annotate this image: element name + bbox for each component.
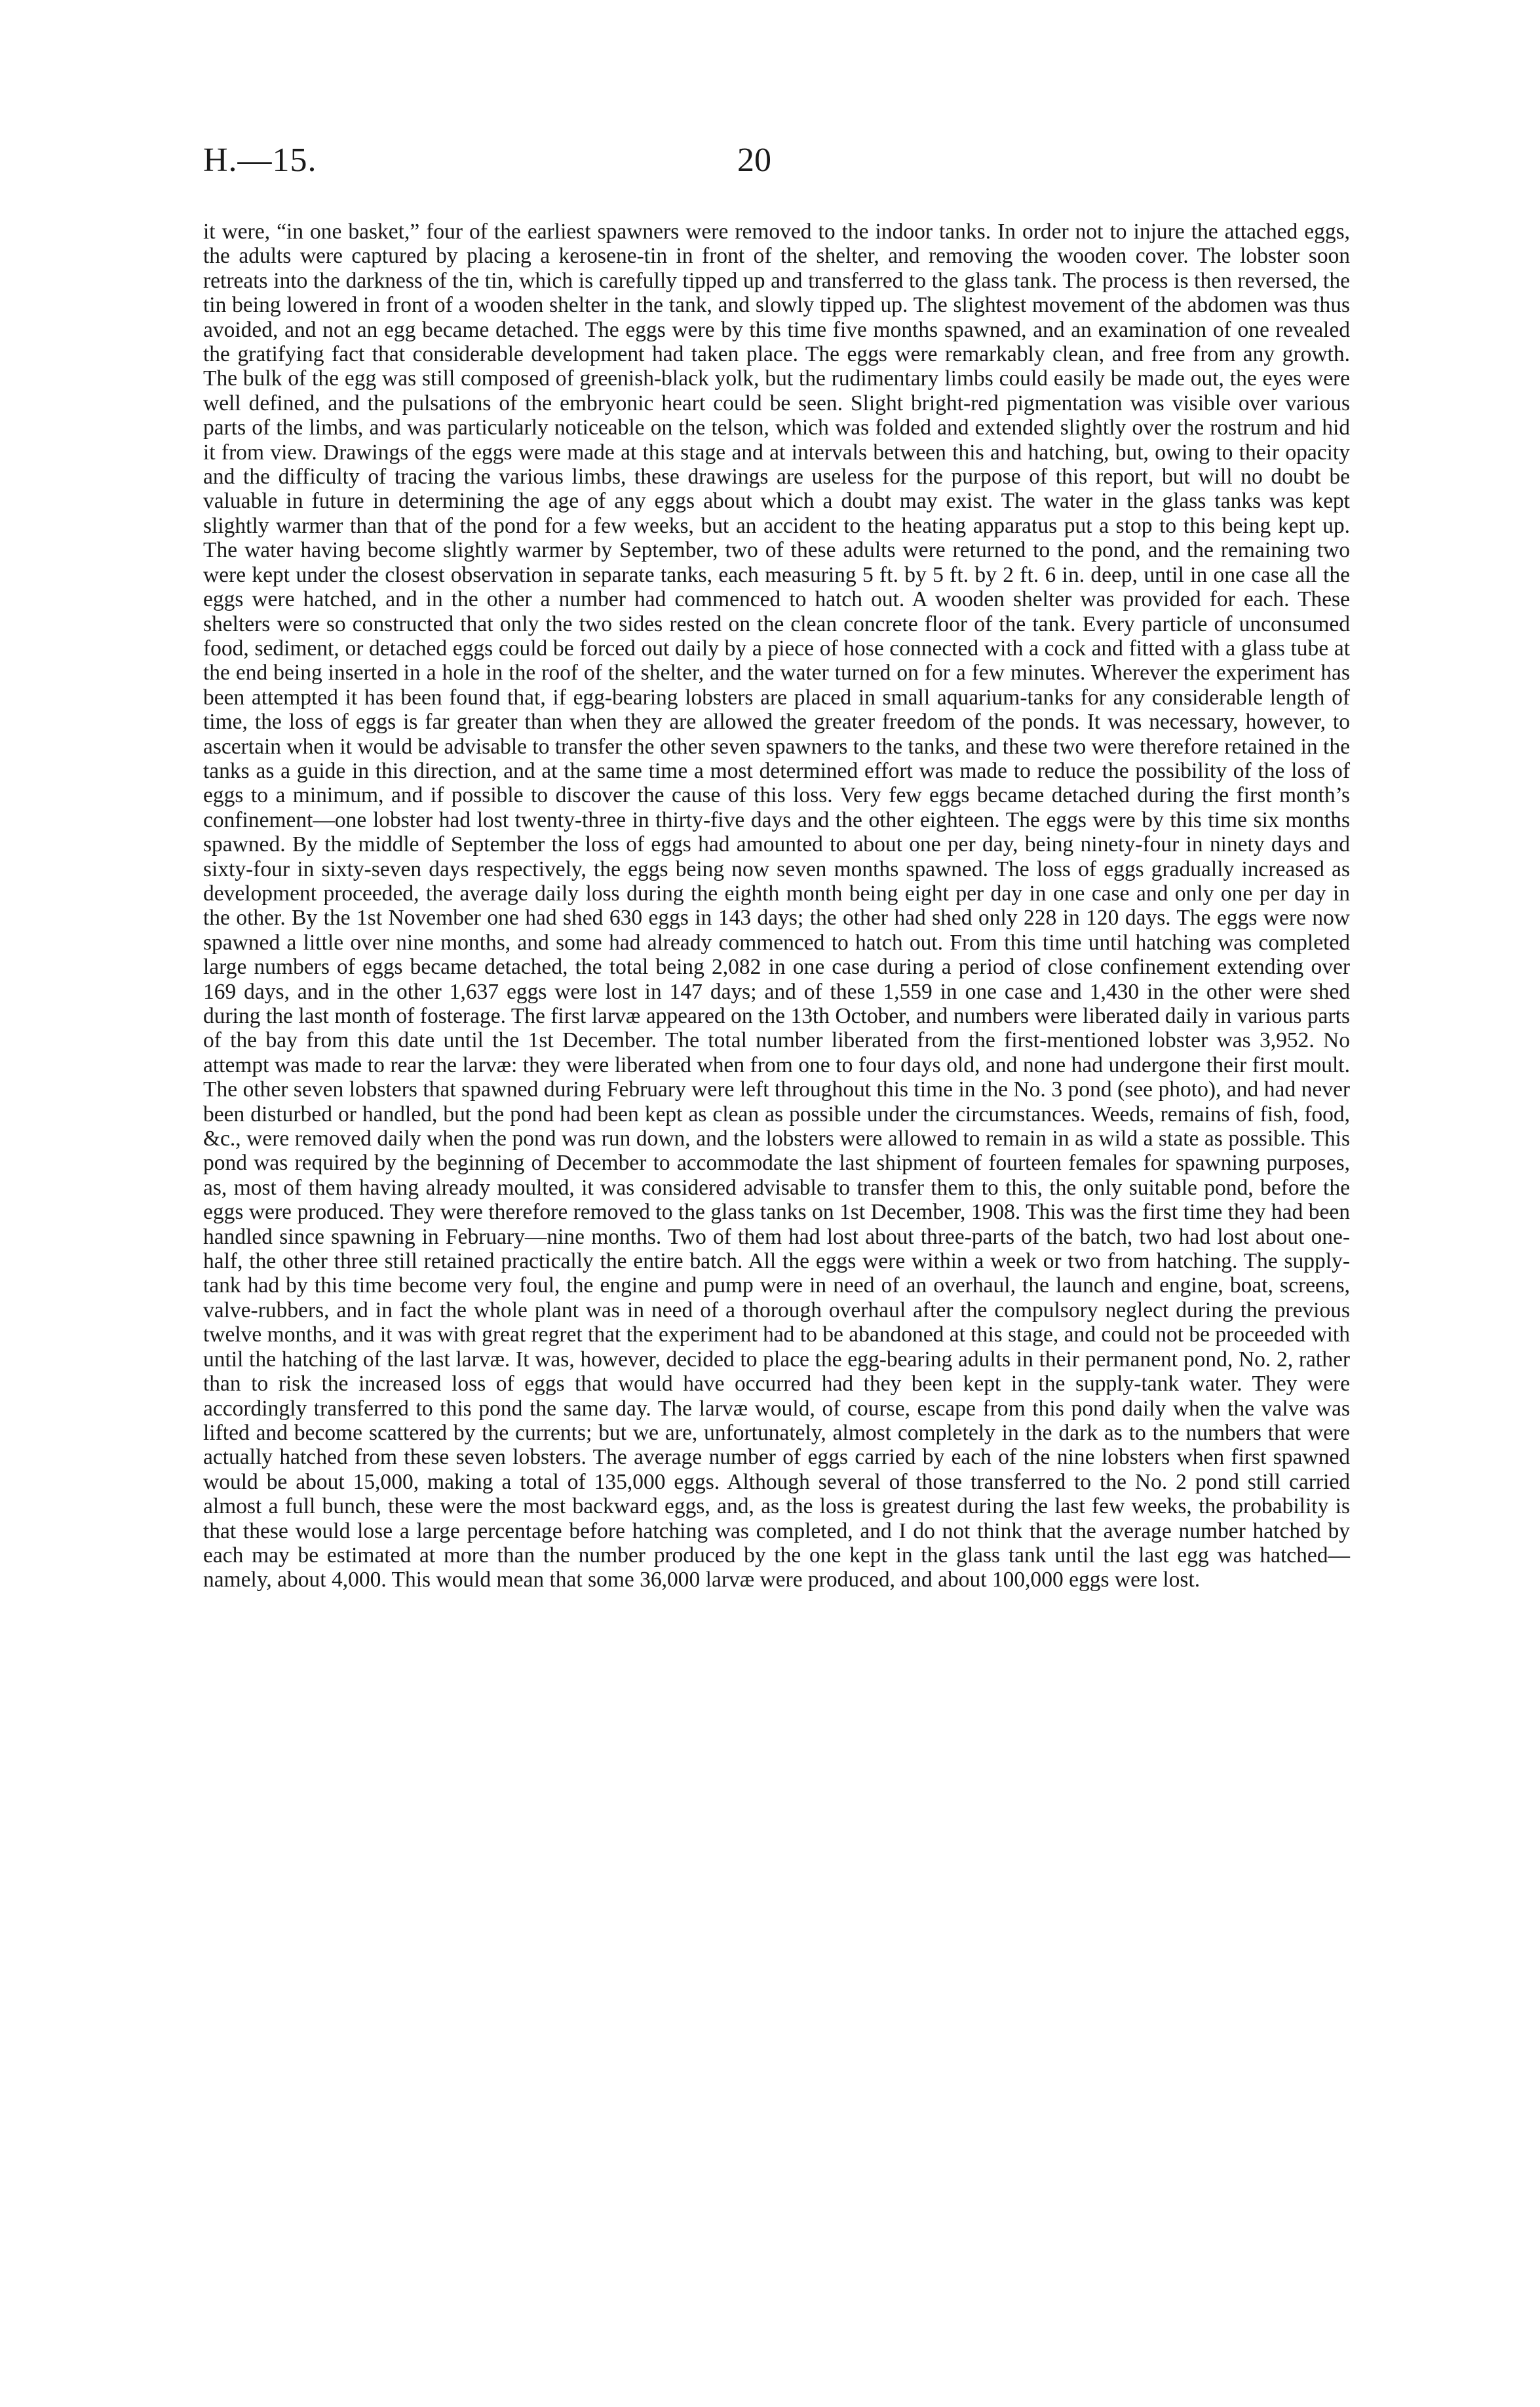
page-number: 20 [737,142,771,179]
paragraph: it were, “in one basket,” four of the earliest spawners were removed to the indoor tanks. In order not to injure the attached eggs, the adults were captured by placing a kerosene-tin in front of the shelter, and removing the wooden cover. The lobster soon retreats into the darkness of the tin, which is carefully tipped up and transferred to the glass tank. The process is then reversed, the tin being lowered in front of a wooden shelter in the tank, and slowly tipped up. The slightest movement of the abdomen was thus avoided, and not an egg became detached. The eggs were by this time five months spawned, and an examination of one revealed the gratifying fact that considerable development had taken place. The eggs were remarkably clean, and free from any growth. The bulk of the egg was still composed of greenish-black yolk, but the rudimentary limbs could easily be made out, the eyes were well defined, and the pulsations of the embryonic heart could be seen. Slight bright-red pigmentation was visible over various parts of the limbs, and was particularly noticeable on the telson, which was folded and extended slightly over the rostrum and hid it from view. Drawings of the eggs were made at this stage and at intervals between this and hatching, but, owing to their opacity and the difficulty of tracing the various limbs, these drawings are useless for the purpose of this report, but will no doubt be valuable in future in determining the age of any eggs about which a doubt may exist. The water in the glass tanks was kept slightly warmer than that of the pond for a few weeks, but an accident to the heating apparatus put a stop to this being kept up. The water having become slightly warmer by September, two of these adults were returned to the pond, and the remaining two were kept under the closest observation in separate tanks, each measuring 5 ft. by 5 ft. by 2 ft. 6 in. deep, until in one case all the eggs were hatched, and in the other a number had commenced to hatch out. A wooden shelter was provided for each. These shelters were so constructed that only the two sides rested on the clean concrete floor of the tank. Every particle of unconsumed food, sediment, or detached eggs could be forced out daily by a piece of hose connected with a cock and fitted with a glass tube at the end being inserted in a hole in the roof of the shelter, and the water turned on for a few minutes. Wherever the experiment has been attempted it has been found that, if egg-bearing lobsters are placed in small aquarium-tanks for any considerable length of time, the loss of eggs is far greater than when they are allowed the greater freedom of the ponds. It was necessary, however, to ascertain when it would be advisable to transfer the other seven spawners to the tanks, and these two were therefore retained in the tanks as a guide in this direction, and at the same time a most determined effort was made to reduce the possibility of the loss of eggs to a minimum, and if possible to discover the cause of this loss. Very few eggs became detached during the first month’s confinement—one lobster had lost twenty-three in thirty-five days and the other eighteen. The eggs were by this time six months spawned. By the middle of September the loss of eggs had amounted to about one per day, being ninety-four in ninety days and sixty-four in sixty-seven days respectively, the eggs being now seven months spawned. The loss of eggs gradually increased as development proceeded, the average daily loss during the eighth month being eight per day in one case and only one per day in the other. By the 1st November one had shed 630 eggs in 143 days; the other had shed only 228 in 120 days. The eggs were now spawned a little over nine months, and some had already commenced to hatch out. From this time until hatching was completed large numbers of eggs became detached, the total being 2,082 in one case during a period of close confinement extending over 169 days, and in the other 1,637 eggs were lost in 147 days; and of these 1,559 in one case and 1,430 in the other were shed during the last month of fosterage. The first larvæ appeared on the 13th October, and numbers were liberated daily in various parts of the bay from this date until the 1st December. The total number liberated from the first-mentioned lobster was 3,952. No attempt was made to rear the larvæ: they were liberated when from one to four days old, and none had undergone their first moult. The other seven lobsters that spawned during February were left throughout this time in the No. 3 pond (see photo), and had never been disturbed or handled, but the pond had been kept as clean as possible under the circumstances. Weeds, remains of fish, food, &c., were removed daily when the pond was run down, and the lobsters were allowed to remain in as wild a state as possible. This pond was required by the beginning of December to accommodate the last shipment of fourteen females for spawning purposes, as, most of them having already moulted, it was considered advisable to transfer them to this, the only suitable pond, before the eggs were produced. They were therefore removed to the glass tanks on 1st December, 1908. This was the first time they had been handled since spawning in February—nine months. Two of them had lost about three-parts of the batch, two had lost about one-half, the other three still retained practically the entire batch. All the eggs were within a week or two from hatching. The supply-tank had by this time become very foul, the engine and pump were in need of an overhaul, the launch and engine, boat, screens, valve-rubbers, and in fact the whole plant was in need of a thorough overhaul after the compulsory neglect during the previous twelve months, and it was with great regret that the experiment had to be abandoned at this stage, and could not be proceeded with until the hatching of the last larvæ. It was, however, decided to place the egg-bearing adults in their permanent pond, No. 2, rather than to risk the increased loss of eggs that would have occurred had they been kept in the supply-tank water. They were accordingly transferred to this pond the same day. The larvæ would, of course, escape from this pond daily when the valve was lifted and become scattered by the currents; but we are, unfortunately, almost completely in the dark as to the numbers that were actually hatched from these seven lobsters. The average number of eggs carried by each of the nine lobsters when first spawned would be about 15,000, making a total of 135,000 eggs. Although several of those transferred to the No. 2 pond still carried almost a full bunch, these were the most backward eggs, and, as the loss is greatest during the last few weeks, the probability is that these would lose a large percentage before hatching was completed, and I do not think that the average number hatched by each may be estimated at more than the number produced by the one kept in the glass tank until the last egg was hatched—namely, about 4,000. This would mean that some 36,000 larvæ were produced, and about 100,000 eggs were lost. [203,220,1350,1592]
page-header [203,141,1350,187]
body-text [203,220,1350,1592]
document-reference: H.—15. [203,142,317,179]
